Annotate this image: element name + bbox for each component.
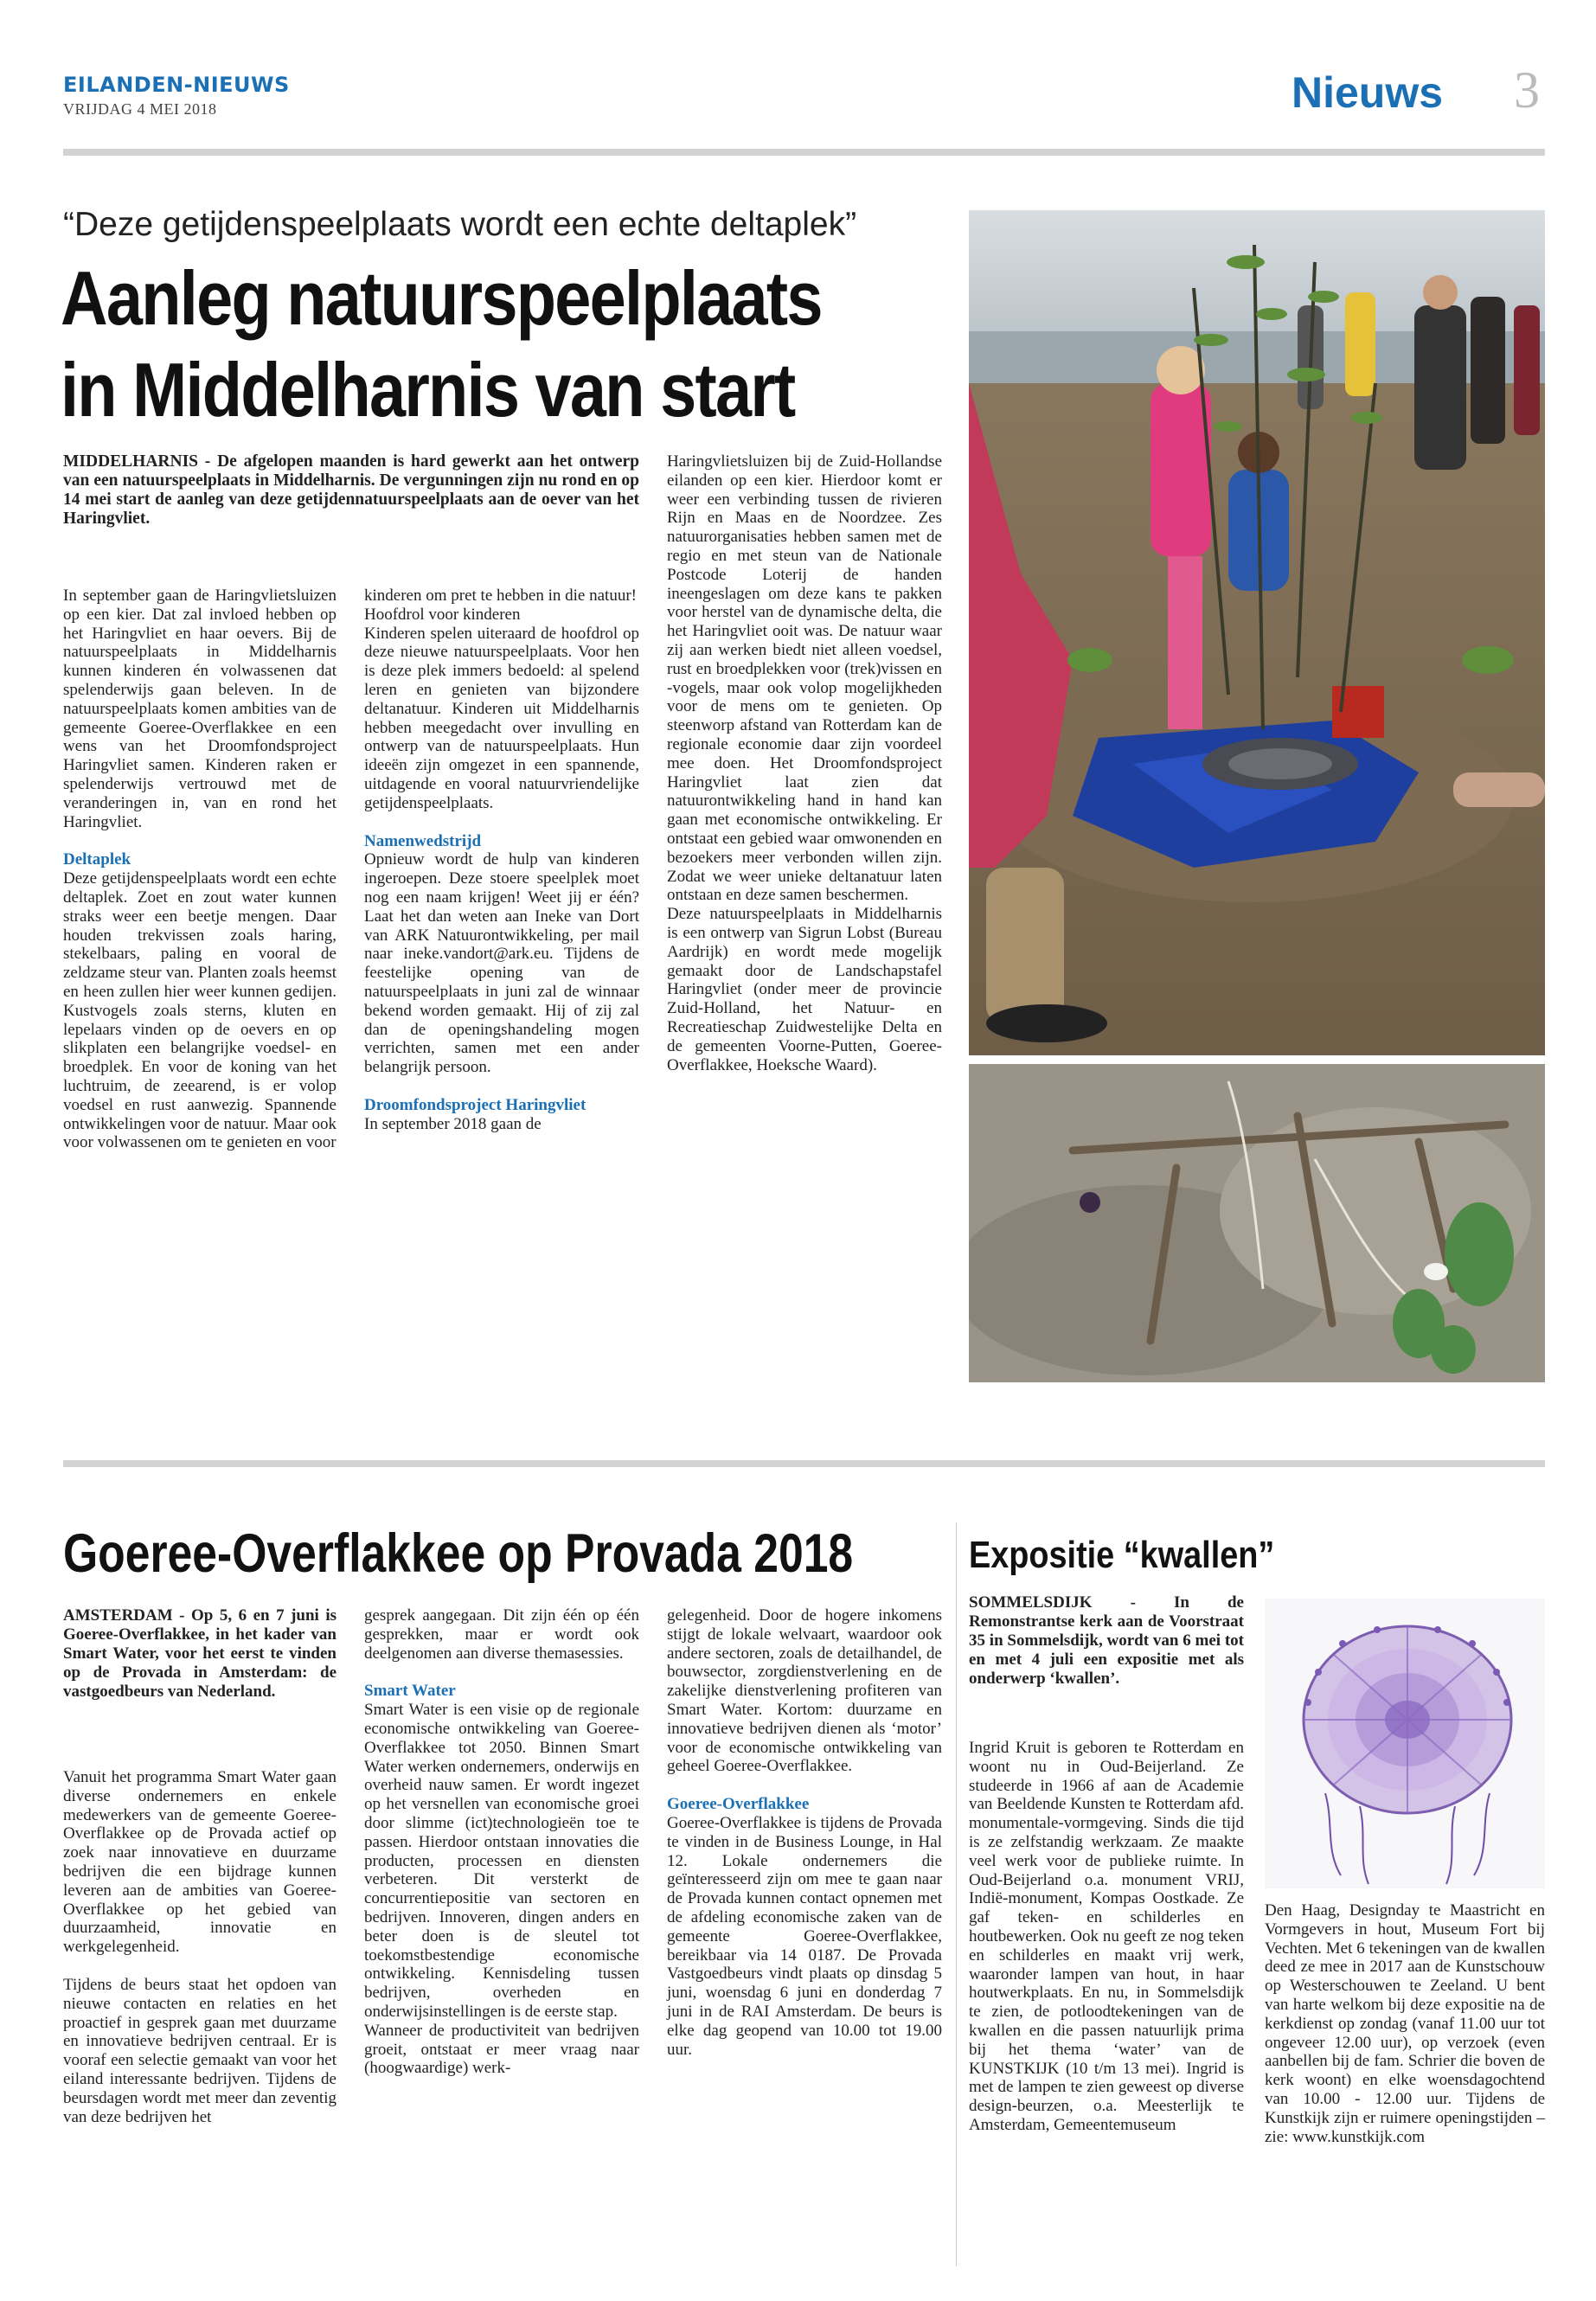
paragraph: Haringvlietsluizen bij de Zuid-Hollandse eilanden op een kier. Hierdoor komt er weer een verbinding tussen de rivieren Rijn en Maas en de Noordzee. Zes natuurorganisaties hebben samen met de regio en met steun van de Nationale Postcode Loterij de handen ineengeslagen om deze kans te pakken voor herstel van de dynamische delta, die het Haringvliet ooit was. De natuur waar zij aan werken biedt niet alleen voedsel, rust en broedplekken voor (trek)vissen en -vogels, maar ook volop mogelijkheden voor de mens om te genieten. Op steenworp afstand van Rotterdam kan de regionale economie daar zijn voordeel mee doen. Het Droomfondsproject Haringvliet laat zien dat natuurontwikkeling hand in hand kan gaan met economische ontwikkeling. Er ontstaat een gebied waar omwonenden en bezoekers meer verbonden willen zijn. Zodat we weer unieke deltanatuur laten ontstaan en deze samen beschermen.	[667, 452, 942, 905]
article3-headline: Expositie “kwallen”	[969, 1534, 1275, 1576]
article2-headline: Goeree-Overflakkee op Provada 2018	[63, 1523, 854, 1584]
article3-column-2	[1265, 1901, 1545, 2146]
headline-line: Aanleg natuurspeelplaats	[61, 255, 822, 341]
article1-kicker: “Deze getijdenspeelplaats wordt een echte deltaplek”	[63, 206, 857, 243]
paragraph: Smart Water is een visie op de regionale economische ontwikkeling van Goeree-Overflakkee tot 2050. Binnen Smart Water werken ondernemers, onderwijs en overheid nauw samen. Er wordt ingezet op het versnellen van economische groei door slimme (ict)technologieën toe te passen. Hierdoor ontstaan innovaties die producten, processen en diensten verbeteren. Dit versterkt de concurrentiepositie van sectoren en bedrijven. Innoveren, dingen anders en beter doen is de sleutel tot toekomstbestendige economische ontwikkeling. Kennisdeling tussen bedrijven, overheden en onderwijsinstellingen is de eerste stap.	[364, 1701, 639, 2021]
photo-driftwood	[969, 1064, 1545, 1382]
article1-lead: MIDDELHARNIS - De afgelopen maanden is hard gewerkt aan het ontwerp van een natuurspeelplaats in Middelharnis. De vergunningen zijn nu rond en op 14 mei start de aanleg van deze getijdennatuurspeelplaats aan de oever van het Haringvliet.	[63, 452, 639, 528]
article1-column-2	[364, 586, 639, 1134]
article1-headline	[61, 253, 827, 436]
photo-children-planting	[969, 210, 1545, 1055]
paragraph: Wanneer de productiviteit van bedrijven groeit, ontstaat er meer vraag naar (hoogwaardige) werk-	[364, 2021, 639, 2078]
photo-children-planting-image	[969, 210, 1545, 1055]
paragraph: Vanuit het programma Smart Water gaan diverse ondernemers en enkele medewerkers van de gemeente Goeree-Overflakkee op de Provada actief op zoek naar innovatieve en duurzame bedrijven die een bijdrage kunnen leveren aan de ambities van Goeree-Overflakkee op het gebied van duurzaamheid, innovatie en werkgelegenheid.	[63, 1768, 337, 1957]
article2-lead: AMSTERDAM - Op 5, 6 en 7 juni is Goeree-Overflakkee, in het kader van Smart Water, voor het eerst te vinden op de Provada in Amsterdam: de vastgoedbeurs van Nederland.	[63, 1606, 337, 1701]
paragraph: Tijdens de beurs staat het opdoen van nieuwe contacten en relaties en het proactief in gesprek gaan met duurzame en innovatieve bedrijven centraal. Er is vooraf een selectie gemaakt van voor het eiland interessante bedrijven. Tijdens de beursdagen wordt met meer dan zeventig van deze bedrijven het	[63, 1975, 337, 2126]
brand-logo: EILANDEN-NIEUWS	[63, 73, 290, 97]
subheading: Namenwedstrijd	[364, 831, 482, 850]
section-rule	[63, 1460, 1545, 1467]
paragraph: In september gaan de Haringvlietsluizen op een kier. Dat zal invloed hebben op het Haringvliet en haar oevers. Bij de natuurspeelplaats in Middelharnis kunnen kinderen én volwassenen dat spelenderwijs gaan beleven. In de natuurspeelplaats komen ambities van de gemeente Goeree-Overflakkee en een wens van het Droomfondsproject Haringvliet samen. Kinderen raken er spelenderwijs vertrouwd met de veranderingen in, van en rond het Haringvliet.	[63, 586, 337, 831]
photo-driftwood-image	[969, 1064, 1545, 1382]
column-divider	[956, 1522, 957, 2266]
paragraph: gesprek aangegaan. Dit zijn één op één gesprekken, maar er wordt ook deelgenomen aan diverse themasessies.	[364, 1606, 639, 1663]
paragraph: In september 2018 gaan de	[364, 1114, 542, 1133]
paragraph: gelegenheid. Door de hogere inkomens stijgt de lokale welvaart, waardoor ook andere sectoren, zoals de detailhandel, de bouwsector, zorgdienstverlening en de zakelijke dienstverlening profiteren van Smart Water. Kortom: duurzame en innovatieve bedrijven dienen als ‘motor’ voor de economische ontwikkeling van geheel Goeree-Overflakkee.	[667, 1606, 942, 1776]
issue-date: VRIJDAG 4 MEI 2018	[63, 100, 217, 118]
jellyfish-drawing-image	[1265, 1599, 1545, 1888]
paragraph: Kinderen spelen uiteraard de hoofdrol op deze nieuwe natuurspeelplaats. Voor hen is deze plek immers bedoeld: al spelend leren en genieten van bijzondere deltanatuur. Kinderen uit Middelharnis hebben meegedacht over invulling en ontwerp van de natuurspeelplaats. Hun ideeën zijn omgezet in een spannende, uitdagende en vooral natuurvriendelijke getijdenspeelplaats.	[364, 624, 639, 812]
jellyfish-drawing	[1265, 1599, 1545, 1888]
article2-column-2	[364, 1606, 639, 2078]
article1-column-1	[63, 586, 337, 1152]
subheading: Droomfondsproject Haringvliet	[364, 1095, 586, 1114]
page-number: 3	[1514, 61, 1540, 119]
paragraph: Deze getijdenspeelplaats wordt een echte deltaplek. Zoet en zout water kunnen straks weer een beetje mengen. Daar houden trekvissen zoals haring, stekelbaars, paling en vooral de zeldzame steur van. Planten zoals heemst en heen zullen hier weer kunnen gedijen. Kustvogels zoals sterns, kluten en lepelaars vinden op de oevers en op slikplaten een belangrijke voedsel- en broedplek. En voor de koning van het luchtruim, de zeearend, is er volop voedsel en rust aanwezig. Spannende ontwikkelingen voor de natuur. Maar ook voor volwassenen om te genieten en voor	[63, 869, 337, 1152]
paragraph: Goeree-Overflakkee is tijdens de Provada te vinden in de Business Lounge, in Hal 12. Lokale ondernemers die geïnteresseerd zijn om mee te gaan naar de Provada kunnen contact opnemen met de afdeling economische zaken van de gemeente Goeree-Overflakkee, bereikbaar via 14 0187. De Provada Vastgoedbeurs vindt plaats op dinsdag 5 juni, woensdag 6 juni en donderdag 7 juni in de RAI Amsterdam. De beurs is elke dag geopend van 10.00 tot 19.00 uur.	[667, 1813, 942, 2059]
paragraph: Opnieuw wordt de hulp van kinderen ingeroepen. Deze stoere speelplek moet nog een naam krijgen! Weet jij er één? Laat het dan weten aan Ineke van Dort van ARK Natuurontwikkeling, per mail naar ineke.vandort@ark.eu. Tijdens de feestelijke opening van de natuurspeelplaats in juni zal de winnaar bekend worden gemaakt. Hij of zij zal dan de openingshandeling mogen verrichten, samen met een ander belangrijk persoon.	[364, 850, 639, 1077]
headline-line: in Middelharnis van start	[61, 347, 795, 433]
subheading: Goeree-Overflakkee	[667, 1795, 810, 1814]
paragraph: Ingrid Kruit is geboren te Rotterdam en woont nu in Oud-Beijerland. Ze studeerde in 1966 af aan de Academie van Beeldende Kunsten te Rotterdam afd. monumentale-vormgeving. Sinds die tijd is ze zelfstandig werkzaam. Ze maakte veel werk voor de publieke ruimte. In Oud-Beijerland o.a. monument VRIJ, Indië-monument, Kompas Oostkade. Ze gaf teken- en schilderles en houtbewerken. Ook nu geeft ze nog teken en schilderles en maakt vrij werk, waaronder lampen van hout, in haar houtwerkplaats. En nu, in Sommelsdijk te zien, de potloodtekeningen van de kwallen en die passen natuurlijk prima bij het thema ‘water’ van de KUNSTKIJK (10 t/m 13 mei). Ingrid is met de lampen te zien geweest op diverse design-beurzen, o.a. Meesterlijk te Amsterdam, Gemeentemuseum	[969, 1739, 1244, 2134]
paragraph: kinderen om pret te hebben in die natuur!	[364, 586, 637, 605]
subheading: Smart Water	[364, 1682, 456, 1701]
top-rule	[63, 149, 1545, 156]
subheading: Deltaplek	[63, 850, 131, 869]
section-title: Nieuws	[1292, 68, 1444, 117]
article3-column-1	[969, 1739, 1244, 2135]
article3-lead: SOMMELSDIJK - In de Remonstrantse kerk aan de Voorstraat 35 in Sommelsdijk, wordt van 6 mei tot en met 4 juli een expositie met als onderwerp ‘kwallen’.	[969, 1593, 1244, 1688]
article2-column-1	[63, 1768, 337, 2126]
article1-column-3	[667, 452, 942, 1074]
article2-column-3	[667, 1606, 942, 2059]
subheading-plain: Hoofdrol voor kinderen	[364, 605, 521, 624]
paragraph: Deze natuurspeelplaats in Middelharnis is een ontwerp van Sigrun Lobst (Bureau Aardrijk) en wordt mede mogelijk gemaakt door de Landschapstafel Haringvliet (onder meer de provincie Zuid-Holland, het Natuur- en Recreatieschap Zuidwestelijke Delta en de gemeenten Voorne-Putten, Goeree-Overflakkee, Hoeksche Waard).	[667, 905, 942, 1074]
paragraph: Den Haag, Designday te Maastricht en Vormgevers in hout, Museum Fort bij Vechten. Met 6 tekeningen van de kwallen deed ze mee in 2017 aan de Kunstschouw op Westerschouwen te Zeeland. U bent van harte welkom bij deze expositie na de kerkdienst op zondag (vanaf 11.00 uur tot ongeveer 12.00 uur), op verzoek (even aanbellen bij de fam. Schrier die boven de kerk woont) en elke woensdagochtend van 10.00 - 12.00 uur. Tijdens de Kunstkijk zijn er ruimere openingstijden – zie: www.kunstkijk.com	[1265, 1901, 1545, 2146]
